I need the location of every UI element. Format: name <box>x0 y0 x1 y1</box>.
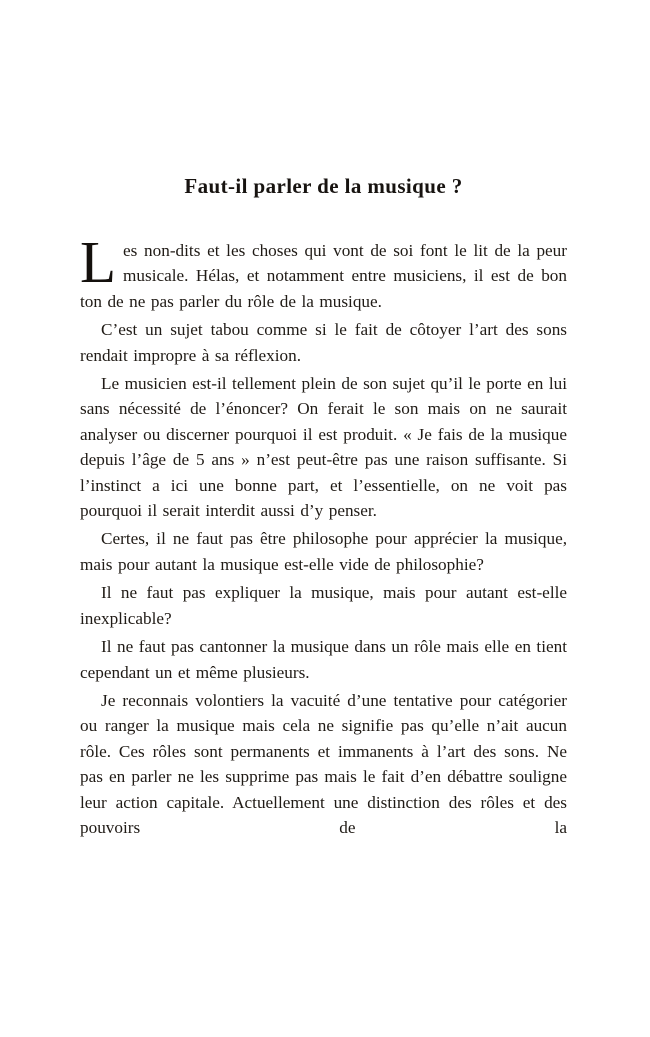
paragraph-text: Il ne faut pas expliquer la musique, mais pour autant est-elle inexplicable? <box>80 583 567 628</box>
paragraph-text: es non-dits et les choses qui vont de soi font le lit de la peur musicale. Hélas, et notamment entre musiciens, il est de bon ton de ne pas parler du rôle de la musique. <box>80 241 567 311</box>
paragraph-text: Le musicien est-il tellement plein de son sujet qu’il le porte en lui sans nécessité de l’énoncer? On ferait le son mais on ne saurait analyser ou discerner pourquoi il est produit. « Je fais de la musique depuis l’âge de 5 ans » n’est peut-être pas une raison suffisante. Si l’instinct a ici une bonne part, et l’essentielle, on ne voit pas pourquoi il serait interdit aussi d’y penser. <box>80 374 567 521</box>
paragraph <box>80 371 567 523</box>
paragraph <box>80 634 567 685</box>
page-title: Faut-il parler de la musique ? <box>184 174 463 199</box>
paragraph-text: Je reconnais volontiers la vacuité d’une tentative pour catégorier ou ranger la musique mais cela ne signifie pas qu’elle n’ait aucun rôle. Ces rôles sont permanents et immanents à l’art des sons. Ne pas en parler ne les supprime pas mais le fait d’en débattre souligne leur action capitale. Actuellement une distinction des rôles et des pouvoirs de la <box>80 690 567 837</box>
page-body <box>80 229 567 840</box>
paragraph-text: Certes, il ne faut pas être philosophe pour apprécier la musique, mais pour autant la musique est-elle vide de philosophie? <box>80 529 567 574</box>
paragraph-text: Il ne faut pas cantonner la musique dans un rôle mais elle en tient cependant un et même plusieurs. <box>80 637 567 682</box>
paragraph <box>80 317 567 368</box>
paragraph <box>80 229 567 314</box>
drop-cap: L <box>80 229 117 295</box>
paragraph-text: C’est un sujet tabou comme si le fait de côtoyer l’art des sons rendait impropre à sa réflexion. <box>80 320 567 365</box>
paragraph <box>80 526 567 577</box>
paragraph <box>80 688 567 840</box>
paragraph <box>80 580 567 631</box>
